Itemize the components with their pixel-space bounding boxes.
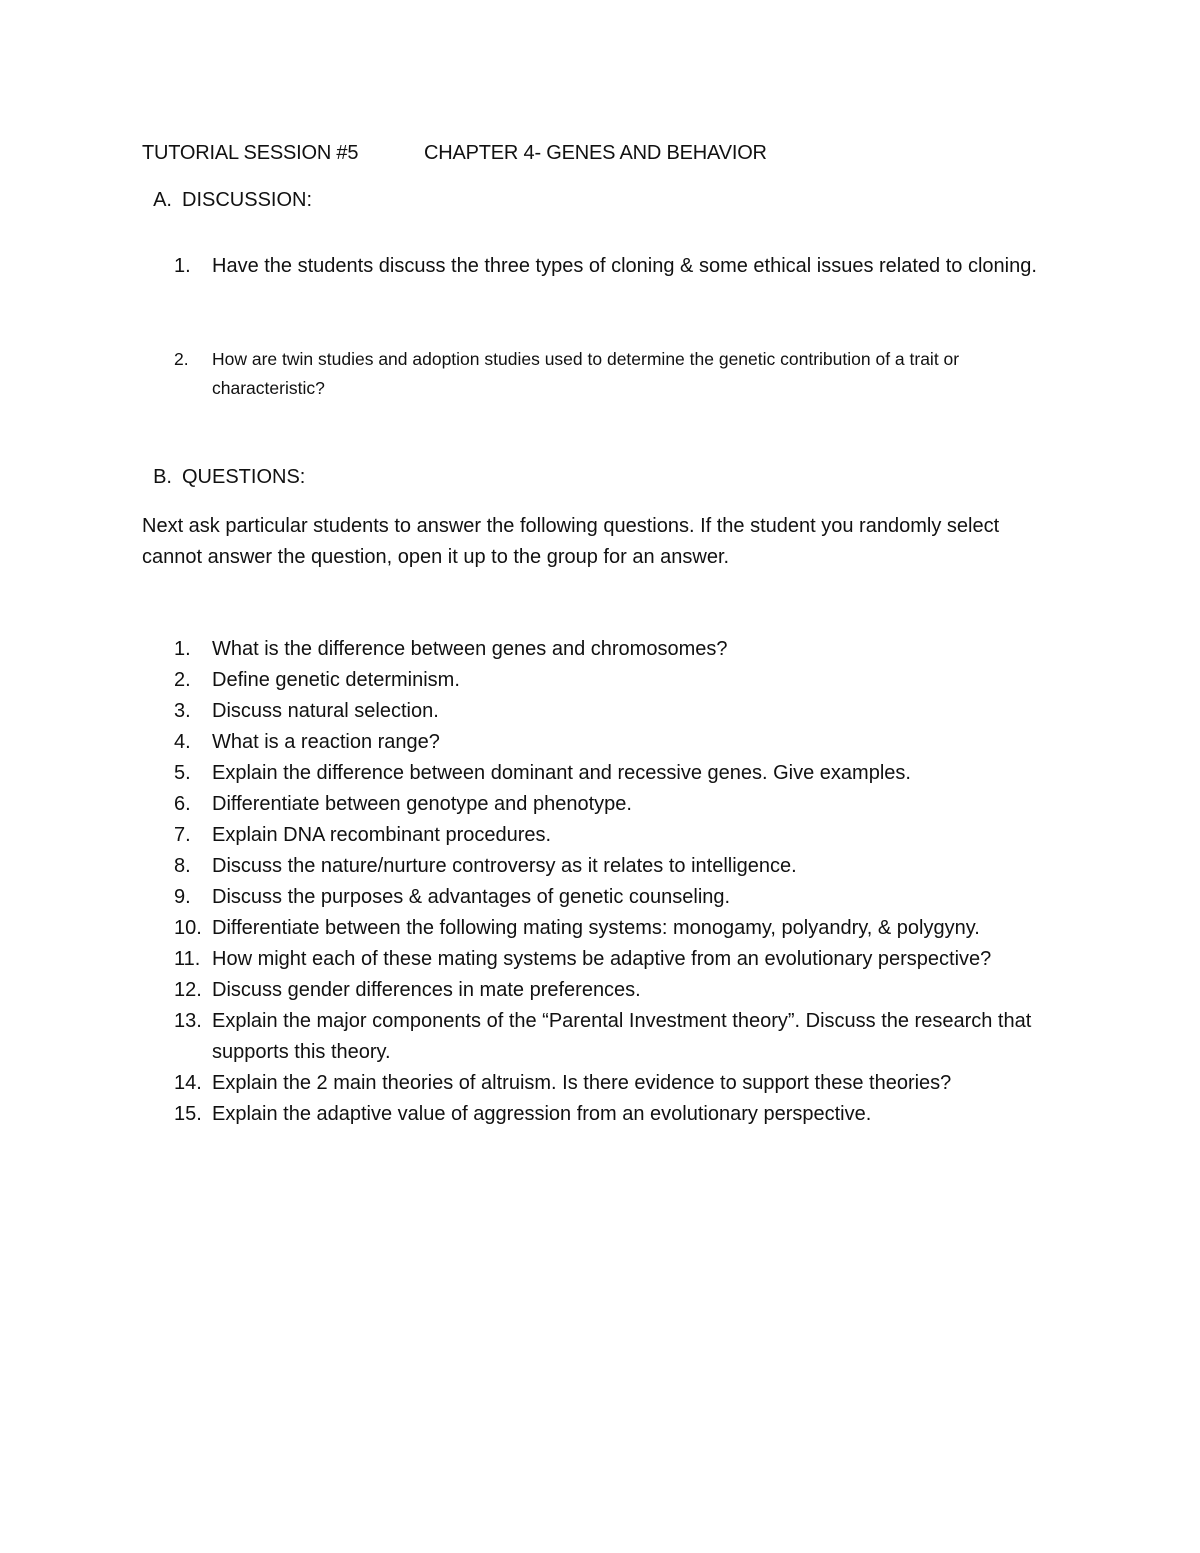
question-text: Explain DNA recombinant procedures.: [212, 824, 552, 846]
question-text: Discuss the purposes & advantages of genetic counseling.: [212, 886, 731, 908]
question-number: 2.: [174, 669, 191, 691]
question-item: [0, 1099, 1200, 1130]
question-item: [0, 851, 1200, 882]
question-item: [0, 1006, 1200, 1068]
question-number: 13.: [174, 1010, 202, 1032]
question-number: 8.: [174, 855, 191, 877]
question-number: 14.: [174, 1072, 202, 1094]
question-number: 4.: [174, 731, 191, 753]
question-text: What is the difference between genes and chromosomes?: [212, 638, 728, 660]
section-b-label: B.: [153, 466, 172, 488]
question-text: Explain the adaptive value of aggression from an evolutionary perspective.: [212, 1103, 872, 1125]
question-item: [0, 913, 1200, 944]
question-text: What is a reaction range?: [212, 731, 440, 753]
question-number: 9.: [174, 886, 191, 908]
question-text: Differentiate between the following mating systems: monogamy, polyandry, & polygyny.: [212, 917, 980, 939]
discussion-item: [0, 345, 1200, 403]
question-text: How might each of these mating systems be adaptive from an evolutionary perspective?: [212, 948, 992, 970]
questions-list: [0, 634, 1200, 1130]
question-number: 5.: [174, 762, 191, 784]
question-item: [0, 634, 1200, 665]
question-item: [0, 727, 1200, 758]
question-text: Explain the difference between dominant and recessive genes. Give examples.: [212, 762, 911, 784]
section-a-title: DISCUSSION:: [182, 189, 313, 211]
discussion-item-number: 1.: [174, 255, 191, 277]
section-b-heading: [142, 466, 305, 489]
question-text: Discuss gender differences in mate preferences.: [212, 979, 641, 1001]
discussion-item-number: 2.: [174, 349, 189, 369]
question-number: 15.: [174, 1103, 202, 1125]
question-item: [0, 944, 1200, 975]
question-number: 7.: [174, 824, 191, 846]
question-item: [0, 758, 1200, 789]
discussion-item-text: How are twin studies and adoption studies used to determine the genetic contribution of a trait or characteristic?: [212, 349, 960, 398]
questions-intro: Next ask particular students to answer the following questions. If the student you randomly select cannot answer the question, open it up to the group for an answer.: [142, 515, 1000, 568]
question-text: Explain the major components of the “Parental Investment theory”. Discuss the research that supports this theory.: [212, 1010, 1032, 1063]
question-number: 1.: [174, 638, 191, 660]
question-item: [0, 820, 1200, 851]
question-text: Discuss natural selection.: [212, 700, 439, 722]
discussion-item: [0, 251, 1200, 282]
question-text: Discuss the nature/nurture controversy as it relates to intelligence.: [212, 855, 797, 877]
section-a-heading: [142, 189, 312, 212]
section-b-title: QUESTIONS:: [182, 466, 306, 488]
section-a-label: A.: [153, 189, 172, 211]
chapter-title: CHAPTER 4- GENES AND BEHAVIOR: [424, 142, 767, 164]
question-number: 12.: [174, 979, 202, 1001]
question-item: [0, 696, 1200, 727]
question-item: [0, 665, 1200, 696]
question-item: [0, 882, 1200, 913]
question-text: Define genetic determinism.: [212, 669, 460, 691]
question-item: [0, 1068, 1200, 1099]
question-number: 10.: [174, 917, 202, 939]
discussion-item-text: Have the students discuss the three types of cloning & some ethical issues related to cloning.: [212, 255, 1037, 277]
question-number: 3.: [174, 700, 191, 722]
question-number: 11.: [174, 948, 201, 970]
session-title: TUTORIAL SESSION #5: [142, 142, 359, 164]
question-text: Explain the 2 main theories of altruism. Is there evidence to support these theories?: [212, 1072, 952, 1094]
discussion-list-continued: [0, 345, 1200, 403]
question-item: [0, 789, 1200, 820]
question-item: [0, 975, 1200, 1006]
question-text: Differentiate between genotype and phenotype.: [212, 793, 632, 815]
question-number: 6.: [174, 793, 191, 815]
discussion-list: [0, 251, 1200, 282]
